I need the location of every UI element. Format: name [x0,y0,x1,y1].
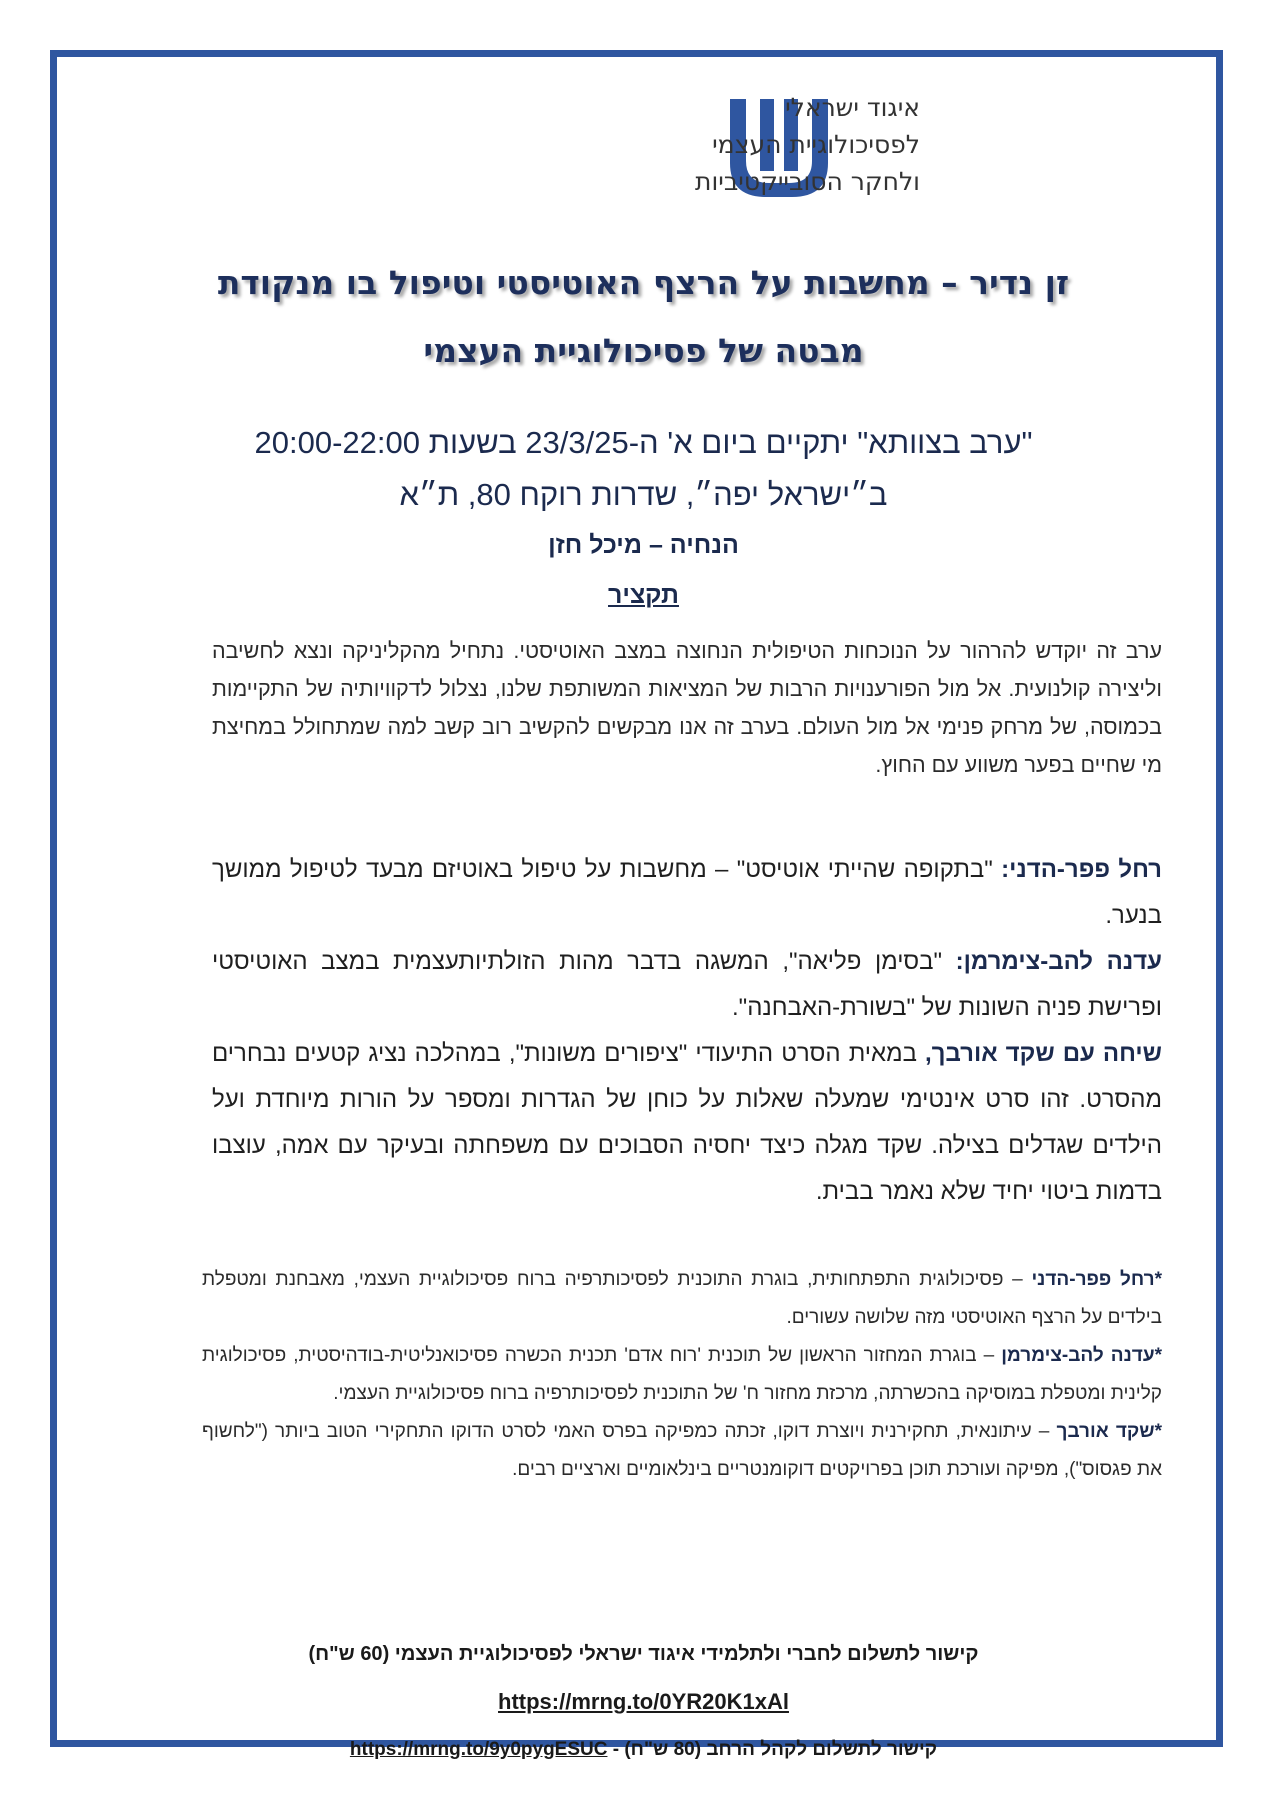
talk-description: "בסימן פליאה", המשגה בדבר מהות הזולתיותעצמית במצב האוטיסטי ופרישת פניה השונות של "בשורת-האבחנה". [212,948,1162,1021]
title-line-1: זן נדיר – מחשבות על הרצף האוטיסטי וטיפול בו מנקודת [217,263,1070,302]
event-date-line: "ערב בצוותא" יתקיים ביום א' ה-23/3/25 בשעות 20:00-22:00 [254,425,1033,460]
title-line-2: מבטה של פסיכולוגיית העצמי [423,331,864,370]
facilitator: הנחיה – מיכל חזן [548,531,739,559]
bio-item [202,1337,1162,1413]
logo-line-1: איגוד ישראלי [785,93,920,122]
public-payment-row [107,1739,1180,1761]
bio-name: *שקד אורבך [1056,1421,1163,1442]
bio-name: *עדנה להב-צימרמן [1001,1345,1162,1366]
page-frame [50,50,1223,1760]
bio-text: – פסיכולוגית התפתחותית, בוגרת התוכנית לפסיכותרפיה ברוח פסיכולוגיית העצמי, מאבחנת ומטפלת בילדים על הרצף האוטיסטי מזה שלושה עשורים. [202,1269,1162,1328]
flyer-content [107,57,1180,1760]
event-title [107,249,1180,385]
talk-item [212,847,1162,939]
members-payment-link-row [107,1689,1180,1715]
bio-item [202,1413,1162,1489]
talk-speaker: עדנה להב-צימרמן: [955,948,1162,975]
public-payment-label: קישור לתשלום לקהל הרחב (80 ש"ח) - [612,1739,938,1760]
logo-text [660,89,920,200]
abstract-heading: תקציר [608,581,679,609]
public-payment-link[interactable]: https://mrng.to/9y0pygESUC [349,1739,608,1760]
abstract-text: ערב זה יוקדש להרהור על הנוכחות הטיפולית הנחוצה במצב האוטיסטי. נתחיל מהקליניקה ונצא לחשיבה וליצירה קולנועית. אל מול הפורענויות הרבות של המציאות המשותפת שלנו, נצלול לדקוויותיה של התקיימות בכמוסה, של מרחק פנימי אל מול העולם. בערב זה אנו מבקשים להקשיב רוב קשב למה שמתחולל במחיצת מי שחיים בפער משווע עם החוץ. [212,639,1162,777]
bio-text: – עיתונאית, תחקירנית ויוצרת דוקו, זכתה כמפיקה בפרס האמי לסרט הדוקו התחקירי הטוב ביותר ("לחשוף את פגסוס"), מפיקה ועורכת תוכן בפרויקטים דוקומנטריים בינלאומיים וארציים רבים. [202,1421,1162,1480]
event-location-line: ב״ישראל יפה״, שדרות רוקח 80, ת״א [399,477,888,512]
talks-list [212,847,1162,1215]
bio-name: *רחל פפר-הדני [1031,1269,1162,1290]
talk-description: "בתקופה שהייתי אוטיסט" – מחשבות על טיפול באוטיזם מבעד לטיפול ממושך בנער. [212,856,1162,929]
bio-text: – בוגרת המחזור הראשון של תוכנית 'רוח אדם' תכנית הכשרה פסיכואנליטית-בודהיסטית, פסיכולוגית קלינית ומטפלת במוסיקה בהכשרתה, מרכזת מחזור ח' של התוכנית לפסיכותרפיה ברוח פסיכולוגיית העצמי. [202,1345,1162,1404]
logo-line-2: לפסיכולוגיית העצמי [712,130,920,159]
logo-line-3: ולחקר הסובייקטיביות [695,167,920,196]
talk-description: במאית הסרט התיעודי "ציפורים משונות", במהלכה נציג קטעים נבחרים מהסרט. זהו סרט אינטימי שמעלה שאלות על כוחן של הגדרות ומספר על הורות מיוחדת ועל הילדים שגדלים בצילה. שקד מגלה כיצד יחסיה הסבוכים עם משפחתה ובעיקר עם אמה, עוצבו בדמות ביטוי יחיד שלא נאמר בבית. [212,1040,1162,1205]
talk-speaker: שיחה עם שקד אורבך, [925,1040,1162,1067]
event-details [107,417,1180,521]
members-payment-label: קישור לתשלום לחברי ולתלמידי איגוד ישראלי לפסיכולוגיית העצמי (60 ש"ח) [308,1643,979,1665]
talk-item [212,1031,1162,1215]
association-logo [450,75,920,225]
bio-item [202,1261,1162,1337]
members-payment-link[interactable]: https://mrng.to/0YR20K1xAl [498,1689,789,1714]
speaker-bios [202,1261,1162,1489]
talk-item [212,939,1162,1031]
talk-speaker: רחל פפר-הדני: [1001,856,1162,883]
